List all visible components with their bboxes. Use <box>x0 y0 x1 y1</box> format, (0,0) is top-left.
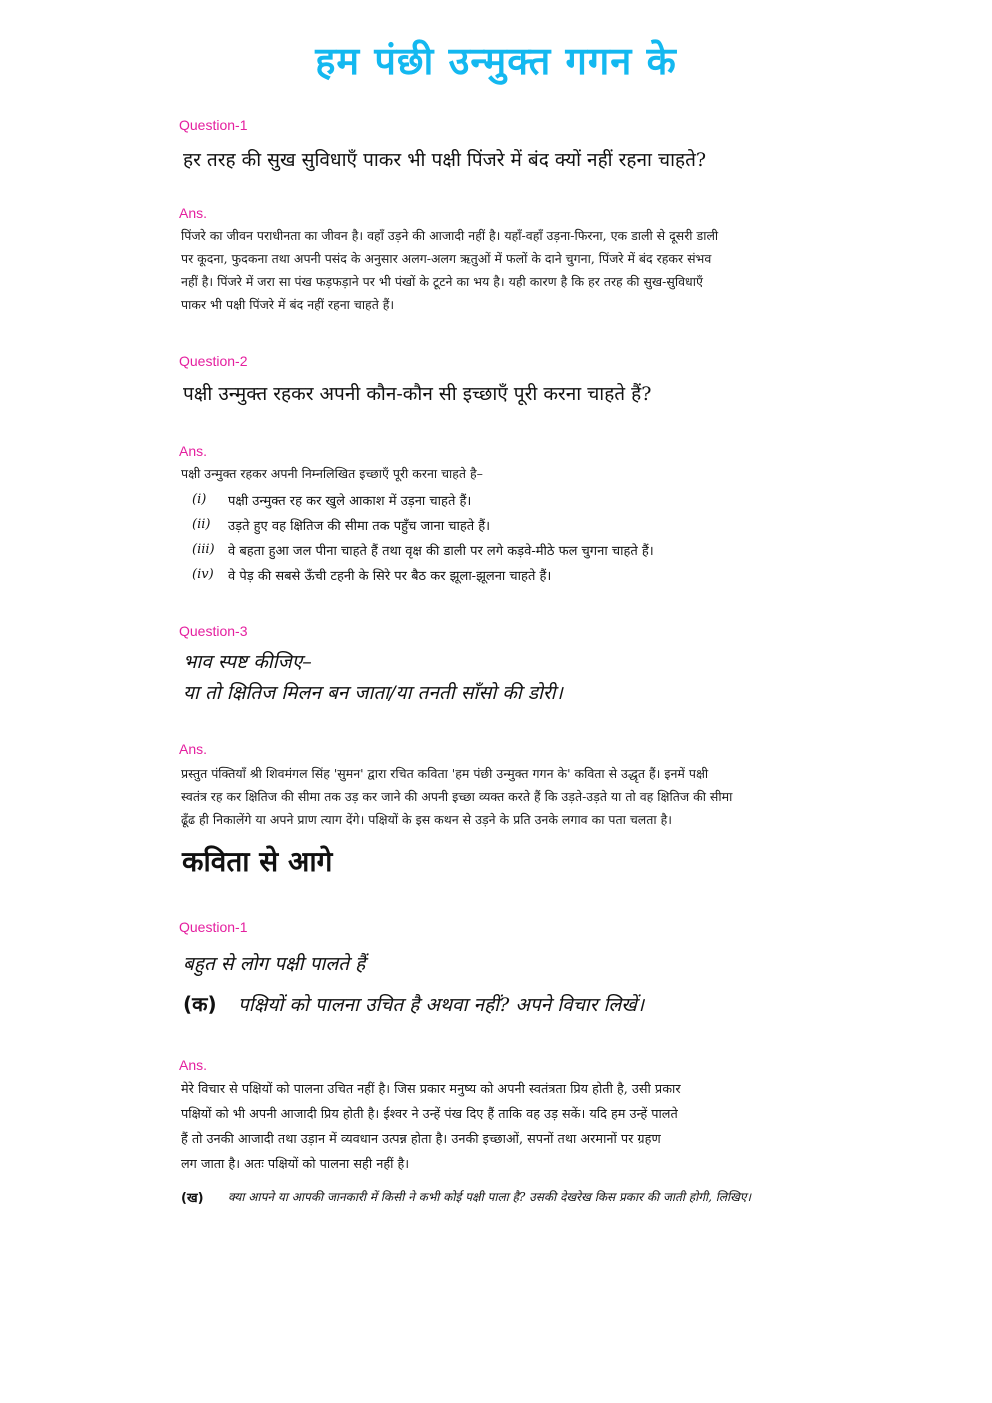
question-3-label: Question-3 <box>179 623 248 639</box>
list-item-number: (iv) <box>192 567 214 582</box>
sub-question-kha-text: क्या आपने या आपकी जानकारी में किसी ने कभी कोई पक्षी पाला है? उसकी देखरेख किस प्रकार की जाती होगी, लिखिए। <box>228 1190 752 1204</box>
question-2-text: पक्षी उन्मुक्त रहकर अपनी कौन-कौन सी इच्छाएँ पूरी करना चाहते हैं? <box>183 383 652 405</box>
section-answer-1-text <box>181 1077 806 1177</box>
answer-line: प्रस्तुत पंक्तियाँ श्री शिवमंगल सिंह 'सुमन' द्वारा रचित कविता 'हम पंछी उन्मुक्त गगन के' कविता से उद्धृत हैं। इनमें पक्षी <box>181 766 709 781</box>
answer-line: लग जाता है। अतः पक्षियों को पालना सही नहीं है। <box>181 1157 410 1172</box>
answer-1-label: Ans. <box>179 205 208 221</box>
list-item-number: (iii) <box>192 542 215 557</box>
list-item-number: (ii) <box>192 517 211 532</box>
answer-2-label: Ans. <box>179 443 208 459</box>
list-item <box>192 537 812 562</box>
answer-3-text <box>181 762 806 831</box>
question-1-text: हर तरह की सुख सुविधाएँ पाकर भी पक्षी पिंजरे में बंद क्यों नहीं रहना चाहते? <box>183 149 707 171</box>
answer-line: पाकर भी पक्षी पिंजरे में बंद नहीं रहना चाहते हैं। <box>181 297 395 312</box>
list-item-number: (i) <box>192 492 207 507</box>
answer-line: पर कूदना, फुदकना तथा अपनी पसंद के अनुसार अलग-अलग ऋतुओं में फलों के दाने चुगना, पिंजरे में बंद रहकर संभव <box>181 251 712 266</box>
answer-line: पिंजरे का जीवन पराधीनता का जीवन है। वहाँ उड़ने की आजादी नहीं है। यहाँ-वहाँ उड़ना-फिरना, एक डाली से दूसरी डाली <box>181 228 719 243</box>
answer-1-text <box>181 224 806 316</box>
sub-question-ka-label: (क) <box>183 992 217 1016</box>
question-2-label: Question-2 <box>179 353 248 369</box>
section-heading: कविता से आगे <box>182 845 333 878</box>
sub-question-ka-text: पक्षियों को पालना उचित है अथवा नहीं? अपने विचार लिखें। <box>238 994 645 1016</box>
answer-3-label: Ans. <box>179 741 208 757</box>
list-item <box>192 562 812 587</box>
list-item <box>192 487 812 512</box>
list-item-text: वे पेड़ की सबसे ऊँची टहनी के सिरे पर बैठ कर झूला-झूलना चाहते हैं। <box>228 568 552 584</box>
answer-line: मेरे विचार से पक्षियों को पालना उचित नहीं है। जिस प्रकार मनुष्य को अपनी स्वतंत्रता प्रिय होती है, उसी प्रकार <box>181 1082 681 1097</box>
answer-line: नहीं है। पिंजरे में जरा सा पंख फड़फड़ाने पर भी पंखों के टूटने का भय है। यही कारण है कि हर तरह की सुख-सुविधाएँ <box>181 274 703 289</box>
answer-line: ढूँढ ही निकालेंगे या अपने प्राण त्याग देंगे। पक्षियों के इस कथन से उड़ने के प्रति उनके लगाव का पता चलता है। <box>181 812 672 827</box>
question-1-label: Question-1 <box>179 117 248 133</box>
section-question-1-line: बहुत से लोग पक्षी पालते हैं <box>183 953 366 975</box>
sub-question-kha <box>181 1188 806 1207</box>
sub-question-ka <box>183 990 644 1017</box>
answer-line: स्वतंत्र रह कर क्षितिज की सीमा तक उड़ कर जाने की अपनी इच्छा व्यक्त करते हैं कि उड़ते-उड़ते या तो वह क्षितिज की सीमा <box>181 789 733 804</box>
answer-line: पक्षियों को भी अपनी आजादी प्रिय होती है। ईश्वर ने उन्हें पंख दिए हैं ताकि वह उड़ सकें। यदि हम उन्हें पालते <box>181 1107 678 1122</box>
list-item-text: पक्षी उन्मुक्त रह कर खुले आकाश में उड़ना चाहते हैं। <box>228 493 472 509</box>
section-answer-1-label: Ans. <box>179 1057 208 1073</box>
answer-line: हैं तो उनकी आजादी तथा उड़ान में व्यवधान उत्पन्न होता है। उनकी इच्छाओं, सपनों तथा अरमानों पर ग्रहण <box>181 1132 661 1147</box>
sub-question-kha-label: (ख) <box>181 1191 204 1206</box>
question-3-line-2: या तो क्षितिज मिलन बन जाता/या तनती साँसो की डोरी। <box>183 682 563 704</box>
answer-2-intro: पक्षी उन्मुक्त रहकर अपनी निम्नलिखित इच्छाएँ पूरी करना चाहते है– <box>181 466 483 481</box>
question-3-line-1: भाव स्पष्ट कीजिए– <box>183 651 312 673</box>
page-title: हम पंछी उन्मुक्त गगन के <box>315 39 677 83</box>
list-item-text: उड़ते हुए वह क्षितिज की सीमा तक पहुँच जाना चाहते हैं। <box>228 518 491 534</box>
list-item-text: वे बहता हुआ जल पीना चाहते हैं तथा वृक्ष की डाली पर लगे कड़वे-मीठे फल चुगना चाहते हैं। <box>228 543 654 559</box>
list-item <box>192 512 812 537</box>
answer-2-list <box>192 487 812 587</box>
section-question-1-label: Question-1 <box>179 919 248 935</box>
